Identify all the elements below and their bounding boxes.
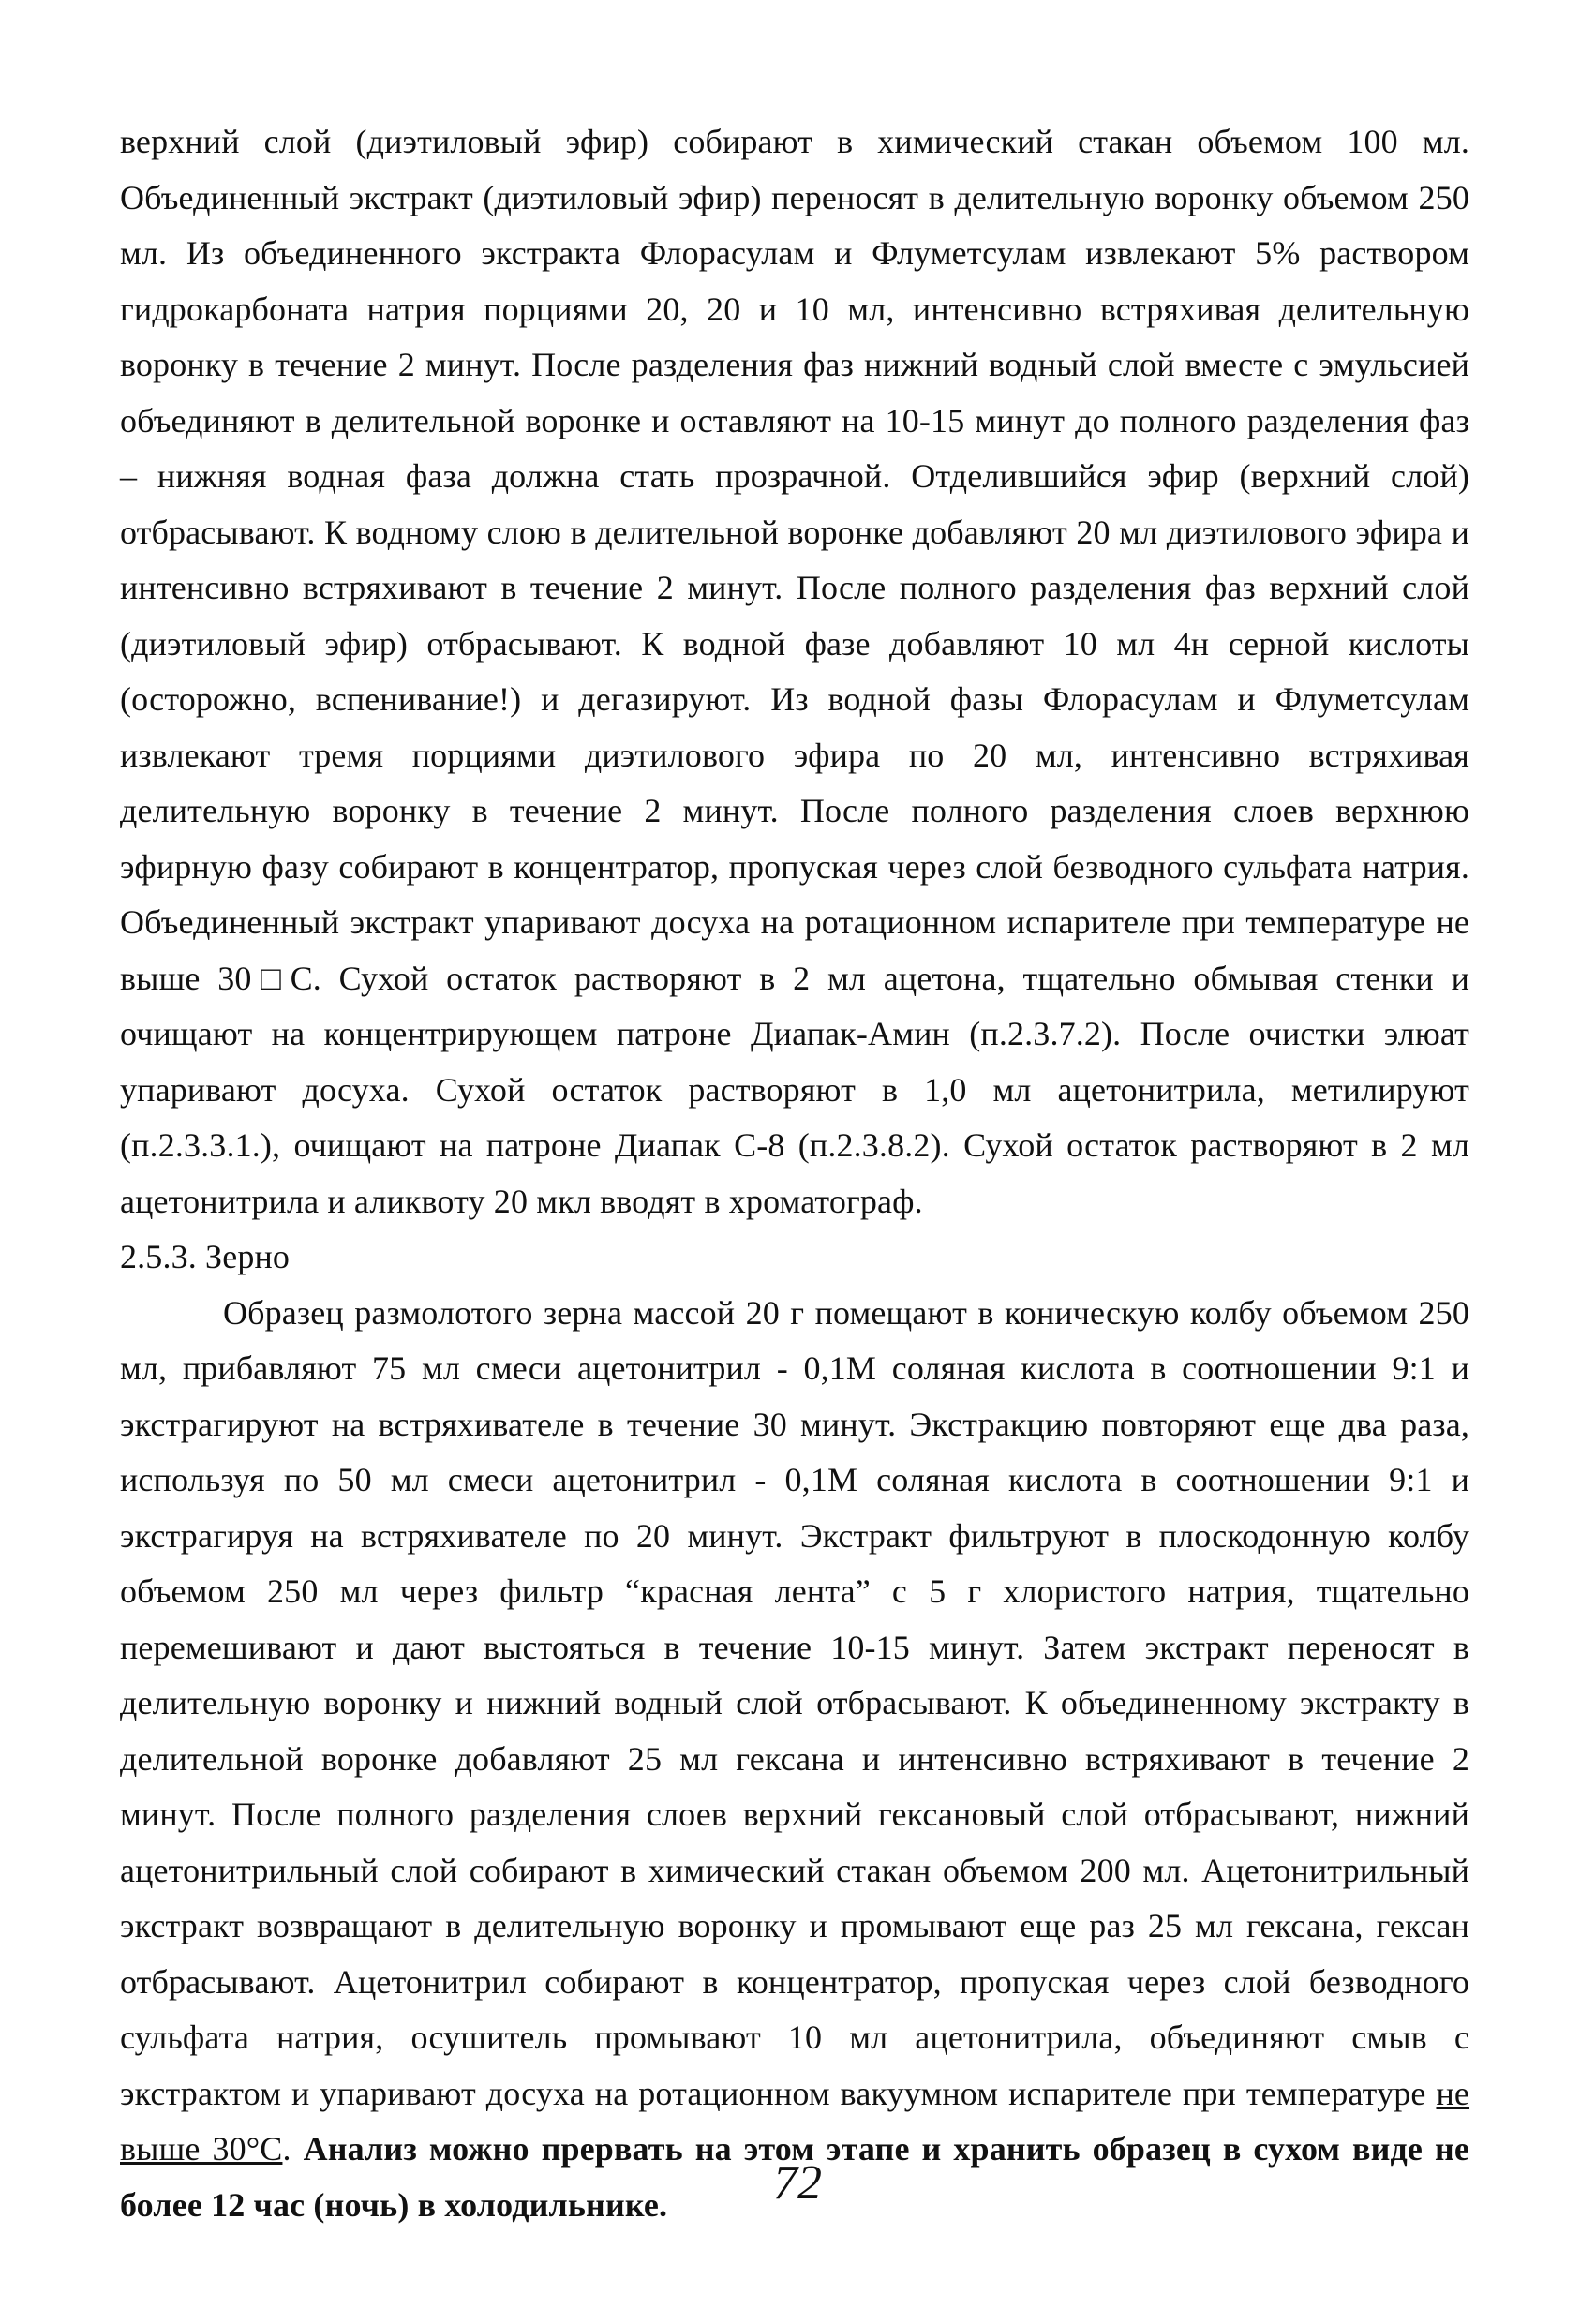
page-number: 72 — [773, 2156, 822, 2210]
sentence-period: . — [282, 2130, 291, 2168]
section-heading: 2.5.3. Зерно — [120, 1238, 291, 1275]
temperature-limit: не выше 30°С — [120, 2074, 1470, 2168]
storage-note: Анализ можно прервать на этом этапе и хранить образец в сухом виде не более 12 час (ночь) в холодильнике. — [120, 2130, 1469, 2224]
body-text — [120, 114, 1469, 2233]
paragraph-continuation: верхний слой (диэтиловый эфир) собирают в химический стакан объемом 100 мл. Объединенный экстракт (диэтиловый эфир) переносят в делительную воронку объемом 250 мл. Из объединенного экстракта Флорасулам и Флуметсулам извлекают 5% раствором гидрокарбоната натрия порциями 20, 20 и 10 мл, интенсивно встряхивая делительную воронку в течение 2 минут. После разделения фаз нижний водный слой вместе с эмульсией объединяют в делительной воронке и оставляют на 10-15 минут до полного разделения фаз – нижняя водная фаза должна стать прозрачной. Отделившийся эфир (верхний слой) отбрасывают. К водному слою в делительной воронке добавляют 20 мл диэтилового эфира и интенсивно встряхивают в течение 2 минут. После полного разделения фаз верхний слой (диэтиловый эфир) отбрасывают. К водной фазе добавляют 10 мл 4н серной кислоты (осторожно, вспенивание!) и дегазируют. Из водной фазы Флорасулам и Флуметсулам извлекают тремя порциями диэтилового эфира по 20 мл, интенсивно встряхивая делительную воронку в течение 2 минут. После полного разделения слоев верхнюю эфирную фазу собирают в концентратор, пропуская через слой безводного сульфата натрия. Объединенный экстракт упаривают досуха на ротационном испарителе при температуре не выше 30□С. Сухой остаток растворяют в 2 мл ацетона, тщательно обмывая стенки и очищают на концентрирующем патроне Диапак-Амин (п.2.3.7.2). После очистки элюат упаривают досуха. Сухой остаток растворяют в 1,0 мл ацетонитрила, метилируют (п.2.3.3.1.), очищают на патроне Диапак С-8 (п.2.3.8.2). Сухой остаток растворяют в 2 мл ацетонитрила и аликвоту 20 мкл вводят в хроматограф. — [120, 123, 1469, 1220]
paragraph-grain-text: Образец размолотого зерна массой 20 г помещают в коническую колбу объемом 250 мл, прибавляют 75 мл смеси ацетонитрил - 0,1М соляная кислота в соотношении 9:1 и экстрагируют на встряхивателе в течение 30 минут. Экстракцию повторяют еще два раза, используя по 50 мл смеси ацетонитрил - 0,1М соляная кислота в соотношении 9:1 и экстрагируя на встряхивателе по 20 минут. Экстракт фильтруют в плоскодонную колбу объемом 250 мл через фильтр “красная лента” с 5 г хлористого натрия, тщательно перемешивают и дают выстояться в течение 10-15 минут. Затем экстракт переносят в делительную воронку и нижний водный слой отбрасывают. К объединенному экстракту в делительной воронке добавляют 25 мл гексана и интенсивно встряхивают в течение 2 минут. После полного разделения слоев верхний гексановый слой отбрасывают, нижний ацетонитрильный слой собирают в химический стакан объемом 200 мл. Ацетонитрильный экстракт возвращают в делительную воронку и промывают еще раз 25 мл гексана, гексан отбрасывают. Ацетонитрил собирают в концентратор, пропуская через слой безводного сульфата натрия, осушитель промывают 10 мл ацетонитрила, объединяют смыв с экстрактом и упаривают досуха на ротационном вакуумном испарителе при температуре — [120, 1293, 1469, 2112]
paragraph-grain — [120, 1286, 1469, 2234]
